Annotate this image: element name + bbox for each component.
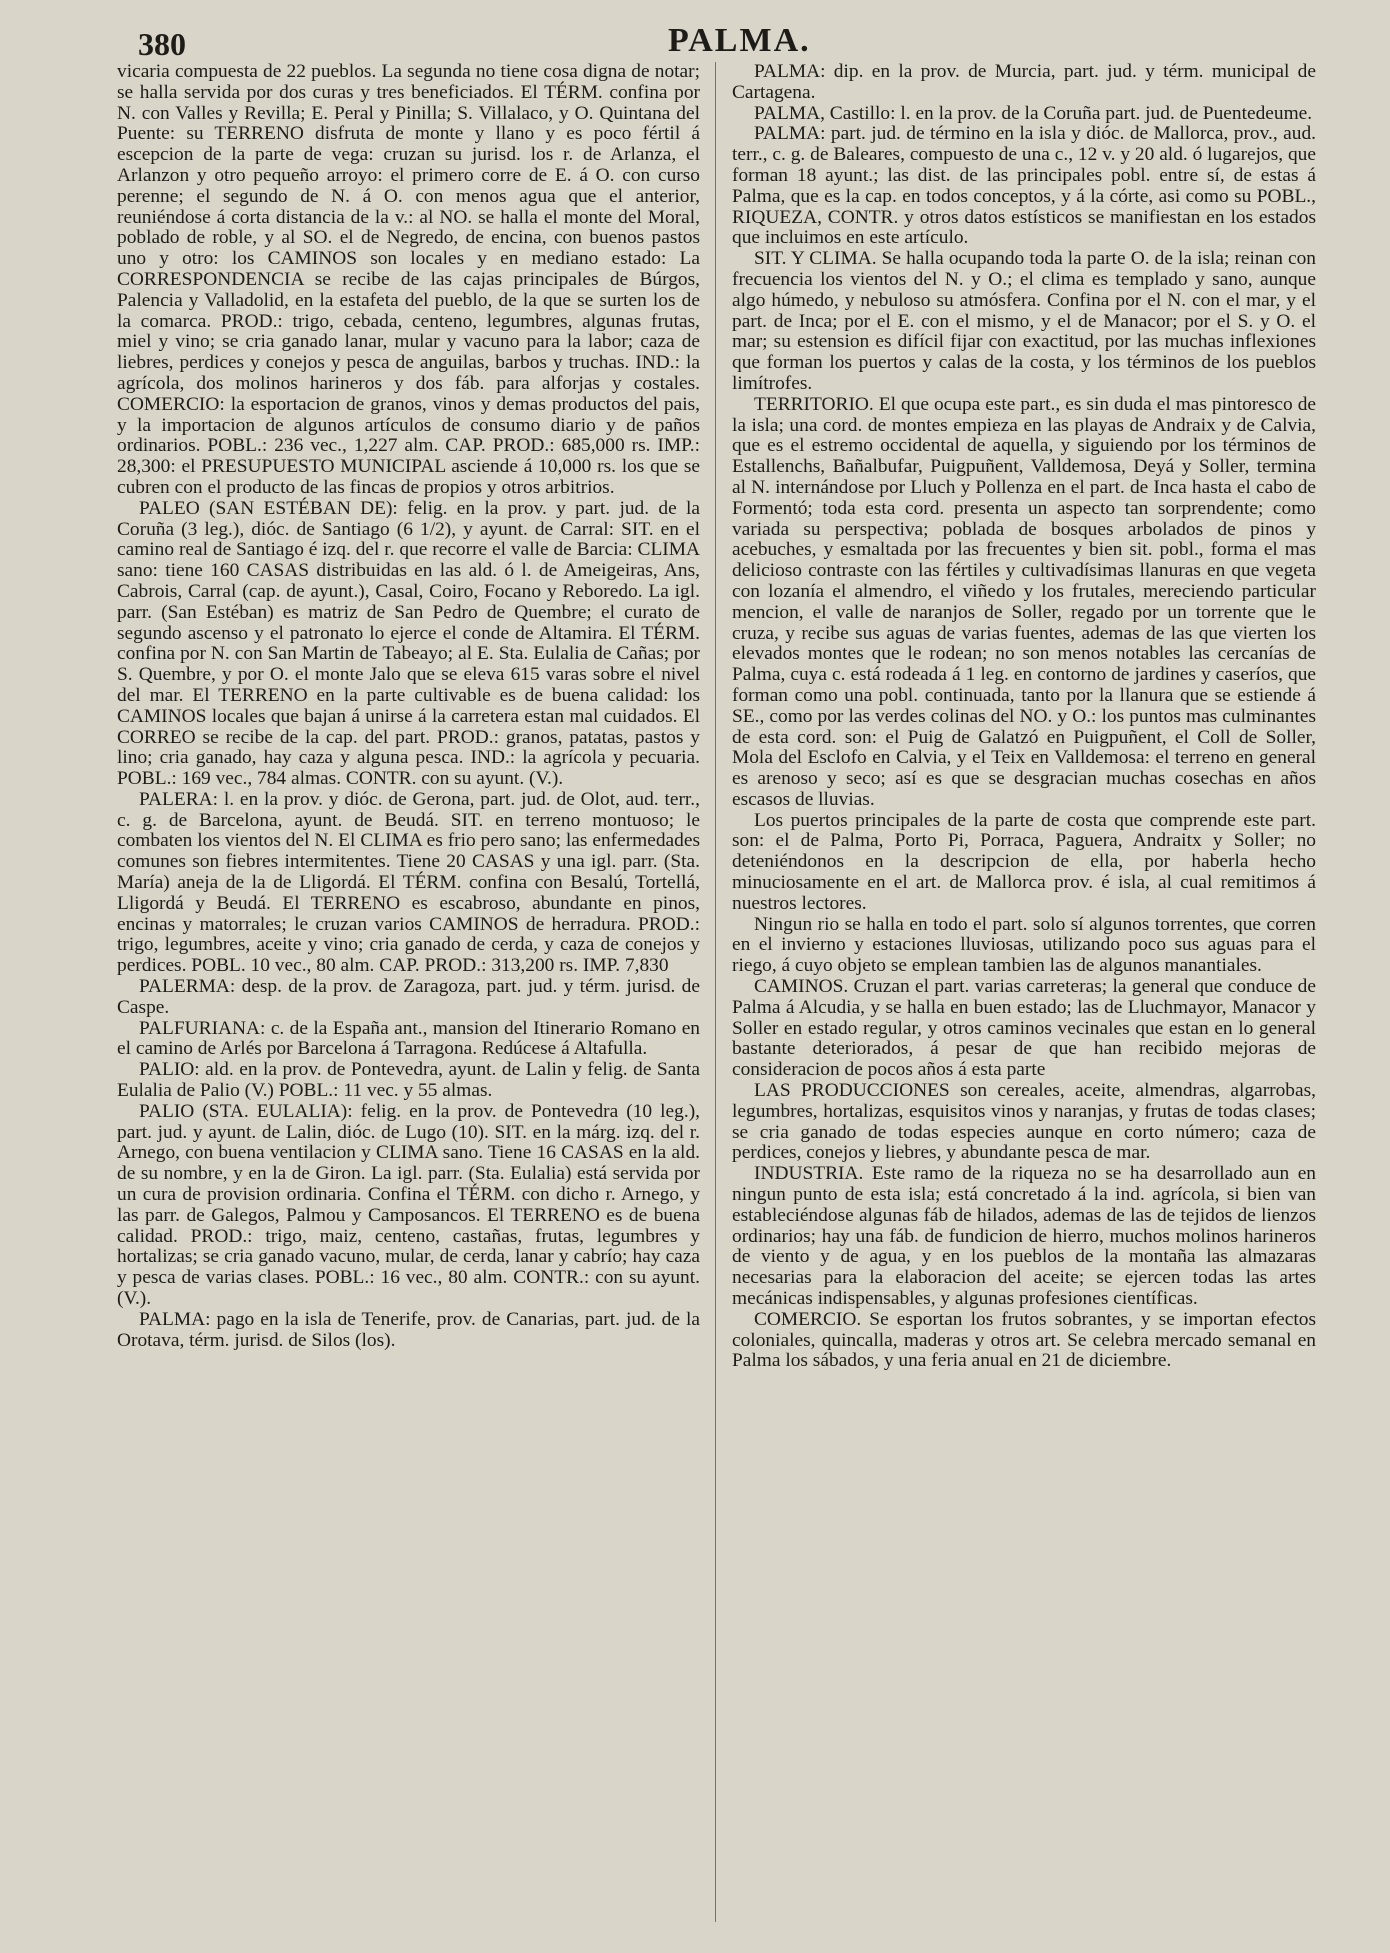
entry-palma-murcia: PALMA: dip. en la prov. de Murcia, part. jud. y térm. municipal de Cartagena. — [732, 61, 1316, 103]
entry-vicaria-continuation: vicaria compuesta de 22 pueblos. La segunda no tiene cosa digna de notar; se halla servida por dos curas y tres beneficiados. El TÉRM. confina por N. con Valles y Revilla; E. Peral y Pinilla; S. Villalaco, y O. Quintana del Puente: su TERRENO disfruta de monte y llano y es poco fértil á escepcion de la parte de vega: cruzan su jurisd. los r. de Arlanza, el Arlanzon y otro pequeño arroyo: el primero corre de E. á O. con curso perenne; el segundo de N. á O. con menos agua que el anterior, reuniéndose á corta distancia de la v.: al NO. se halla el monte del Moral, poblado de roble, y al SO. el de Negredo, de encina, con buenos pastos uno y otro: los CAMINOS son locales y en mediano estado: La CORRESPONDENCIA se recibe de las cajas principales de Búrgos, Palencia y Valladolid, en la estafeta del pueblo, de la que se surten los de la comarca. PROD.: trigo, cebada, centeno, legumbres, algunas frutas, miel y vino; se cria ganado lanar, mular y vacuno para la labor; caza de liebres, perdices y conejos y pesca de anguilas, barbos y truchas. IND.: la agrícola, dos molinos harineros y dos fáb. para alforjas y costales. COMERCIO: la esportacion de granos, vinos y demas productos del pais, y la importacion de algunos artículos de consumo diario y de paños ordinarios. POBL.: 236 vec., 1,227 alm. CAP. PROD.: 685,000 rs. IMP.: 28,300: el PRESUPUESTO MUNICIPAL asciende á 10,000 rs. los que se cubren con el producto de las fincas de propios y otros arbitrios. — [117, 61, 700, 498]
entry-palera: PALERA: l. en la prov. y dióc. de Gerona, part. jud. de Olot, aud. terr., c. g. de Barcelona, ayunt. de Beudá. SIT. en terreno montuoso; le combaten los vientos del N. El CLIMA es frio pero sano; las enfermedades comunes son fiebres intermitentes. Tiene 20 CASAS y una igl. parr. (Sta. María) aneja de la de Lligordá. El TÉRM. confina con Besalú, Tortellá, Lligordá y Beudá. El TERRENO es escabroso, abundante en pinos, encinas y matorrales; le cruzan varios CAMINOS de herradura. PROD.: trigo, legumbres, aceite y vino; cria ganado de cerda, y caza de conejos y perdices. POBL. 10 vec., 80 alm. CAP. PROD.: 313,200 rs. IMP. 7,830 — [117, 788, 700, 977]
entry-palio-sta-eulalia: PALIO (STA. EULALIA): felig. en la prov. de Pontevedra (10 leg.), part. jud. y ayunt. de Lalin, dióc. de Lugo (10). SIT. en la márg. izq. del r. Arnego, con buena ventilacion y CLIMA sano. Tiene 16 CASAS en la ald. de su nombre, y en la de Giron. La igl. parr. (Sta. Eulalia) está servida por un cura de provision ordinaria. Confina el TÉRM. con dicho r. Arnego, y las parr. de Galegos, Palmou y Camposancos. El TERRENO es de buena calidad. PROD.: trigo, maiz, centeno, castañas, frutas, legumbres y hortalizas; se cria ganado vacuno, mular, de cerda, lanar y cabrío; hay caza y pesca de varias clases. POBL.: 16 vec., 80 alm. CONTR.: con su ayunt. (V.). — [117, 1100, 700, 1310]
section-producciones: LAS PRODUCCIONES son cereales, aceite, almendras, algarrobas, legumbres, hortalizas, esquisitos vinos y naranjas, y frutas de todas clases; se cria ganado de todas especies aunque en corto número; caza de perdices, conejos y liebres, y abundante pesca de mar. — [732, 1080, 1316, 1164]
section-caminos: CAMINOS. Cruzan el part. varias carreteras; la general que conduce de Palma á Alcudia, y se halla en buen estado; las de Lluchmayor, Manacor y Soller en estado regular, y otros caminos vecinales que estan en lo general bastante deteriorados, á pesar de que han recibido mejoras de consideracion de pocos años á esta parte — [732, 976, 1316, 1081]
entry-palfuriana: PALFURIANA: c. de la España ant., mansion del Itinerario Romano en el camino de Arlés por Barcelona á Tarragona. Redúcese á Altafulla. — [117, 1017, 700, 1060]
section-industria: INDUSTRIA. Este ramo de la riqueza no se ha desarrollado aun en ningun punto de esta isla; está concretado á la ind. agrícola, si bien van estableciéndose algunas fáb de hilados, ademas de las de tejidos de lienzos ordinarios; hay una fáb. de fundicion de hierro, muchos molinos harineros de viento y de agua, y en los pueblos de la montaña las almazaras necesarias para la elaboracion del aceite; se ejercen todas las artes mecánicas indispensables, y algunas profesiones científicas. — [732, 1163, 1316, 1310]
column-divider — [715, 62, 716, 1922]
left-column — [117, 62, 700, 1351]
page-number: 380 — [138, 26, 186, 62]
entry-paleo: PALEO (SAN ESTÉBAN DE): felig. en la prov. y part. jud. de la Coruña (3 leg.), dióc. de Santiago (6 1/2), y ayunt. de Carral: SIT. en el camino real de Santiago é izq. del r. que recorre el valle de Barcia: CLIMA sano: tiene 160 CASAS distribuidas en las ald. ó l. de Ameigeiras, Ans, Cabrois, Carral (cap. de ayunt.), Casal, Coiro, Focano y Reboredo. La igl. parr. (San Estéban) es matriz de San Pedro de Quembre; el curato de segundo ascenso y el patronato lo ejerce el conde de Altamira. El TÉRM. confina por N. con San Martin de Tabeayo; al E. Sta. Eulalia de Cañas; por S. Quembre, y por O. el monte Jalo que se eleva 615 varas sobre el nivel del mar. El TERRENO en la parte cultivable es de buena calidad: los CAMINOS locales que bajan á unirse á la carretera estan mal cuidados. El CORREO se recibe de la cap. del part. PROD.: granos, patatas, pastos y lino; cria ganado, hay caza y alguna pesca. IND.: la agrícola y pecuaria. POBL.: 169 vec., 784 almas. CONTR. con su ayunt. (V.). — [117, 497, 700, 790]
entry-palerma: PALERMA: desp. de la prov. de Zaragoza, part. jud. y térm. jurisd. de Caspe. — [117, 976, 700, 1018]
entry-palio-ald: PALIO: ald. en la prov. de Pontevedra, ayunt. de Lalin y felig. de Santa Eulalia de Palio (V.) POBL.: 11 vec. y 55 almas. — [117, 1059, 700, 1102]
section-territorio: TERRITORIO. El que ocupa este part., es sin duda el mas pintoresco de la isla; una cord. de montes empieza en las playas de Andraix y de Calvia, que es el estremo occidental de aquella, y siguiendo por los términos de Estallenchs, Bañalbufar, Puigpuñent, Valldemosa, Deyá y Soller, termina al N. internándose por Lluch y Pollenza en el part. de Inca hasta el cabo de Formentó; toda esta cord. presenta un aspecto tan sorprendente; como variada su perspectiva; poblada de bosques arbolados de pinos y acebuches, y esmaltada por las frecuentes y bien sit. pobl., forma el mas delicioso contraste con las fértiles y cultivadísimas llanuras en que vegeta con lozanía el almendro, el viñedo y los frutales, mereciendo particular mencion, el valle de naranjos de Soller, regado por un torrente que le cruza, y recibe sus aguas de varias fuentes, ademas de las que vierten los elevados montes que le rodean; no son menos notables las cercanías de Palma, cuya c. está rodeada á 1 leg. en contorno de jardines y caseríos, que forman como una pobl. continuada, tanto por la llanura que se estiende á SE., como por las verdes colinas del NO. y O.: los puntos mas culminantes de esta cord. son: el Puig de Galatzó en Puigpuñent, el Coll de Soller, Mola del Esclofo en Calvia, y el Teix en Valldemosa: el terreno en general es arenoso y seco; así es que se desgracian muchas cosechas en años escasos de lluvias. — [732, 393, 1316, 810]
section-puertos: Los puertos principales de la parte de costa que comprende este part. son: el de Palma, Porto Pi, Porraca, Paguera, Andraitx y Soller; no deteniéndonos en la descripcion de ella, por haberla hecho minuciosamente en el art. de Mallorca prov. é isla, al cual remitimos á nuestros lectores. — [732, 809, 1316, 914]
entry-palma-castillo: PALMA, Castillo: l. en la prov. de la Coruña part. jud. de Puentedeume. — [754, 102, 1313, 124]
section-sit-clima: SIT. Y CLIMA. Se halla ocupando toda la parte O. de la isla; reinan con frecuencia los vientos del N. y O.; el clima es templado y sano, aunque algo húmedo, y nebuloso su atmósfera. Confina por el N. con el mar, y el part. de Inca; por el E. con el mismo, y el de Manacor; por el S. y O. el mar; su estension es difícil fijar con exactitud, por las muchas inflexiones que forman los puertos y calas de la costa, y los términos de los pueblos limítrofes. — [732, 248, 1316, 394]
entry-palma-part-jud: PALMA: part. jud. de término en la isla y dióc. de Mallorca, prov., aud. terr., c. g. de Baleares, compuesto de una c., 12 v. y 20 ald. ó lugarejos, que forman 18 ayunt.; las dist. de las principales pobl. entre sí, de estas á Palma, que es la cap. en todos conceptos, y á la córte, asi como su POBL., RIQUEZA, CONTR. y otros datos estísticos se manifiestan en los estados que incluimos en este artículo. — [732, 123, 1316, 249]
entry-palma-tenerife: PALMA: pago en la isla de Tenerife, prov. de Canarias, part. jud. de la Orotava, térm. jurisd. de Silos (los). — [117, 1308, 700, 1351]
section-rios: Ningun rio se halla en todo el part. solo sí algunos torrentes, que corren en el invierno y estaciones lluviosas, utilizando poco sus aguas para el riego, á cuyo objeto se emplean tambien las de algunos manantiales. — [732, 913, 1316, 977]
right-column — [732, 62, 1316, 1372]
section-comercio: COMERCIO. Se esportan los frutos sobrantes, y se importan efectos coloniales, quincalla, maderas y otros art. Se celebra mercado semanal en Palma los sábados, y una feria anual en 21 de diciembre. — [732, 1308, 1316, 1372]
running-head: PALMA. — [668, 22, 811, 59]
